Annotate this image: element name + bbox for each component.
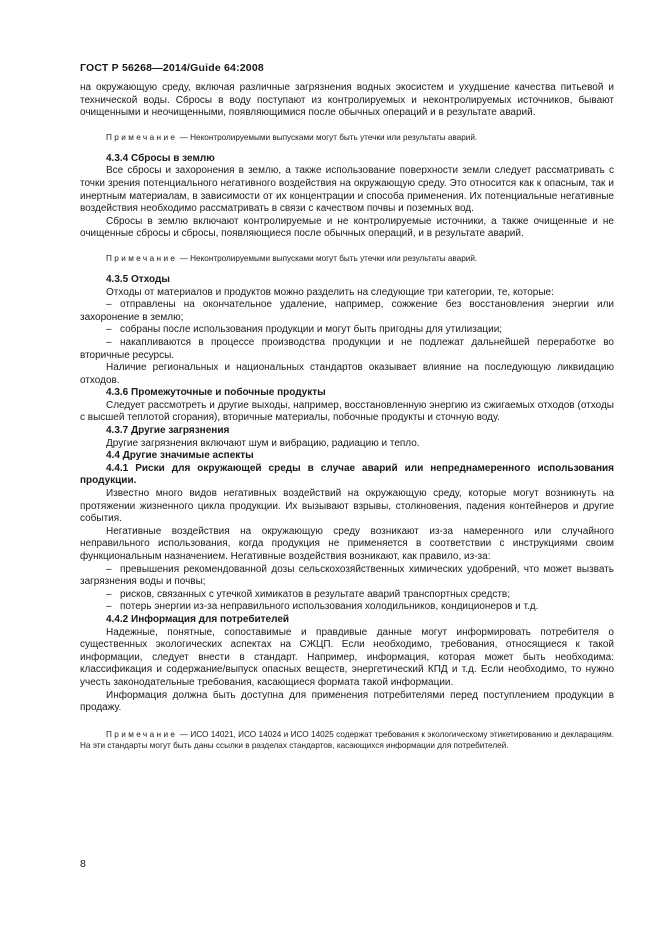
note-label: Примечание <box>106 729 178 739</box>
paragraph: Сбросы в землю включают контролируемые и не контролируемые источники, а также очищенные и не очищенные сбросы и сбросы, появляющиеся после обычных операций, и в результате аварий. <box>80 215 614 240</box>
paragraph: Известно много видов негативных воздействий на окружающую среду, которые могут возникнуть на протяжении жизненного цикла продукции. Их вызывают взрывы, столкновения, падения контейнеров и другие события. <box>80 488 614 525</box>
list-item: – отправлены на окончательное удаление, например, сожжение без восстановления энергии или захоронение в землю; <box>80 299 614 323</box>
section-4-3-5-heading: 4.3.5 Отходы <box>106 273 170 285</box>
note-label: Примечание <box>106 253 178 263</box>
page-number: 8 <box>80 858 86 870</box>
section-4-3-7-heading: 4.3.7 Другие загрязнения <box>106 425 230 437</box>
paragraph: Негативные воздействия на окружающую среду возникают из-за намеренного или случайного неправильного использования, когда продукция не применяется в соответствии с инструкциями своим функциональным назначением. Негативные воздействия возникают, как правило, из-за: <box>80 525 614 562</box>
paragraph: Надежные, понятные, сопоставимые и правдивые данные могут информировать потребителя о существенных экологических аспектах на СЖЦП. Если необходимо, требования, относящиеся к такой информации, следует внести в стандарт. Например, информация, которая может быть необходима: классификация и содержание/выпуск опасных веществ, энергетический КПД и т.д. Если необходимо, то нужно учесть законодательные требования, касающиеся формата такой информации. <box>80 626 614 688</box>
list-item: – рисков, связанных с утечкой химикатов в результате аварий транспортных средств; <box>80 589 614 602</box>
section-4-4-2-heading: 4.4.2 Информация для потребителей <box>106 613 290 625</box>
section-4-4-heading: 4.4 Другие значимые аспекты <box>106 450 254 462</box>
list-item: – накапливаются в процессе производства продукции и не подлежат дальнейшей переработке во вторичные ресурсы. <box>80 336 614 361</box>
list-item: – потерь энергии из-за неправильного использования холодильников, кондиционеров и т.д. <box>80 601 614 614</box>
list-item-text: рисков, связанных с утечкой химикатов в результате аварий транспортных средств; <box>120 588 511 600</box>
paragraph: Все сбросы и захоронения в землю, а также использование поверхности земли следует рассматривать с точки зрения потенциального негативного воздействия на окружающую среду. Это относится как к опасным, так и инертным материалам, в зависимости от их концентрации и способа применения. Их потенциальные негативные воздействия необходимо рассматривать в связи с качеством почвы и поземных вод. <box>80 165 614 215</box>
paragraph: Другие загрязнения включают шум и вибрацию, радиацию и тепло. <box>106 437 420 449</box>
section-4-4-1-heading: 4.4.1 Риски для окружающей среды в случае аварий или непреднамеренного использования продукции. <box>80 462 614 487</box>
list-item-text: накапливаются в процессе производства продукции и не подлежат дальнейшей переработке во вторичные ресурсы. <box>80 336 614 361</box>
paragraph: Информация должна быть доступна для применения потребителями перед поступлением продукции в продажу. <box>80 689 614 714</box>
list-item-text: отправлены на окончательное удаление, например, сожжение без восстановления энергии или захоронение в землю; <box>80 299 614 323</box>
note-text: — Неконтролируемыми выпусками могут быть утечки или результаты аварий. <box>179 253 478 263</box>
note-text: — Неконтролируемыми выпусками могут быть утечки или результаты аварий. <box>179 132 478 142</box>
list-item: – собраны после использования продукции и могут быть пригодны для утилизации; <box>80 324 614 337</box>
note-text: — ИСО 14021, ИСО 14024 и ИСО 14025 содержат требования к экологическому этикетированию и декларациям. На эти стандарты могут быть даны ссылки в разделах стандартов, касающихся информации для потребителей. <box>80 729 614 750</box>
paragraph: Наличие региональных и национальных стандартов оказывает влияние на последующую ликвидацию отходов. <box>80 362 614 386</box>
list-item: – превышения рекомендованной дозы сельскохозяйственных химических удобрений, что может вызвать загрязнения воды и почвы; <box>80 563 614 588</box>
paragraph: Отходы от материалов и продуктов можно разделить на следующие три категории, те, которые: <box>106 286 554 298</box>
list-item-text: потерь энергии из-за неправильного использования холодильников, кондиционеров и т.д. <box>120 601 539 613</box>
note-3 <box>80 729 614 751</box>
document-header: ГОСТ Р 56268—2014/Guide 64:2008 <box>80 62 264 74</box>
list-item-text: превышения рекомендованной дозы сельскохозяйственных химических удобрений, что может вызвать загрязнения воды и почвы; <box>80 563 614 588</box>
note-label: Примечание <box>106 132 178 142</box>
intro-paragraph: на окружающую среду, включая различные загрязнения водных экосистем и ухудшение качества питьевой и технической воды. Сбросы в воду поступают из контролируемых и неконтролируемых источников, бывают очищенными и неочищенными, появляющимися после обычных операций и в результате аварий. <box>80 82 614 119</box>
note-1 <box>80 132 614 143</box>
document-body <box>80 82 614 751</box>
section-4-3-4-heading: 4.3.4 Сбросы в землю <box>106 152 215 164</box>
section-4-3-6-heading: 4.3.6 Промежуточные и побочные продукты <box>106 387 326 399</box>
note-2 <box>80 253 614 264</box>
list-item-text: собраны после использования продукции и могут быть пригодны для утилизации; <box>120 324 503 336</box>
paragraph: Следует рассмотреть и другие выходы, например, восстановленную энергию из сжигаемых отходов (отходы с высшей теплотой сгорания), вторичные материалы, побочные продукты и сточную воду. <box>80 399 614 424</box>
